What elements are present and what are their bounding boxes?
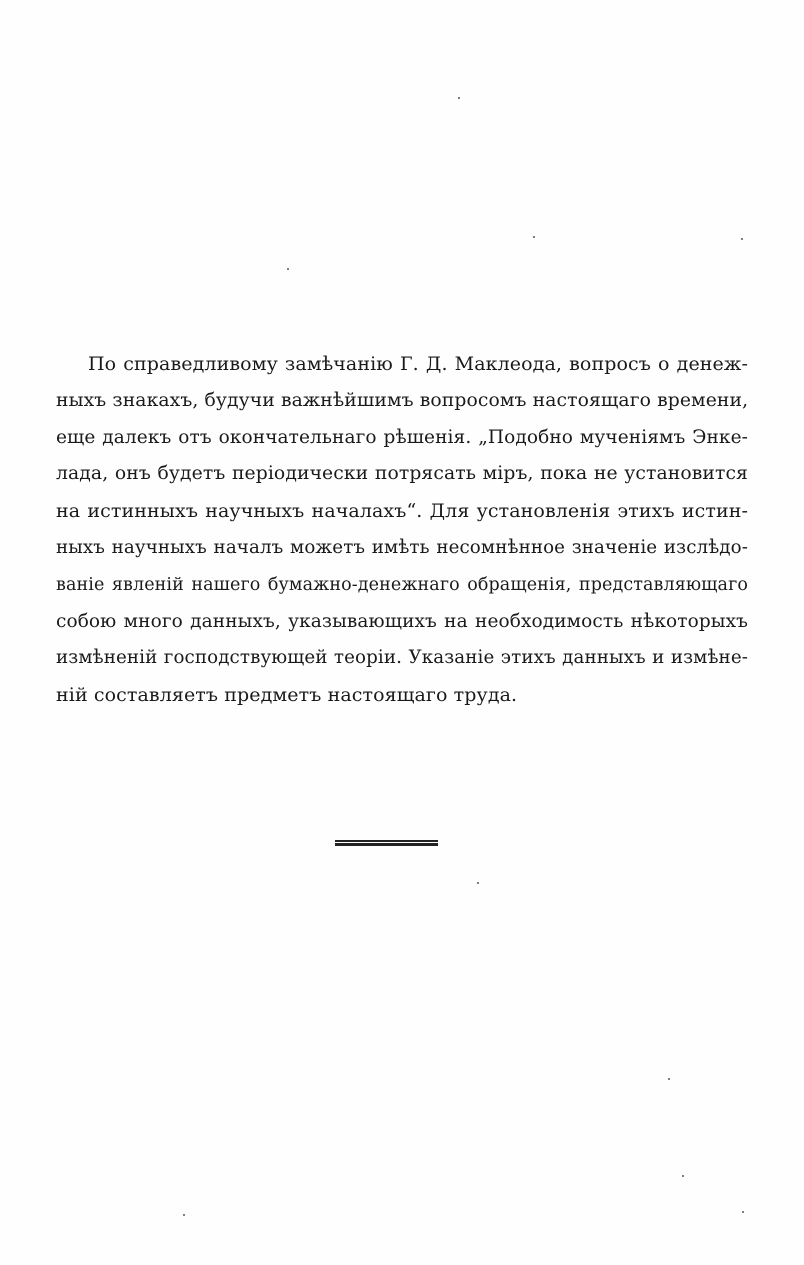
print-speck <box>477 882 479 884</box>
print-speck <box>533 236 535 238</box>
rule-thick-line <box>335 843 438 846</box>
paragraph-line: ній составляетъ предметъ настоящаго труда. <box>56 684 518 707</box>
paragraph-line: собою много данныхъ, указывающихъ на необходимость нѣкоторыхъ <box>56 610 748 632</box>
rule-thin-line <box>335 840 438 842</box>
print-speck <box>183 1214 185 1216</box>
paragraph-line: ваніе явленій нашего бумажно-денежнаго обращенія, представляющаго <box>56 574 748 595</box>
paragraph-line: ныхъ знакахъ, будучи важнѣйшимъ вопросомъ настоящаго времени, <box>56 389 749 411</box>
paragraph-line: лада, онъ будетъ періодически потрясать міръ, пока не установится <box>56 463 748 485</box>
print-speck <box>682 1175 684 1177</box>
print-speck <box>458 97 460 99</box>
paragraph-line: измѣненій господствующей теоріи. Указаніе этихъ данныхъ и измѣне- <box>56 647 748 669</box>
paragraph-line: По справедливому замѣчанію Г. Д. Маклеода, вопросъ о денеж- <box>88 353 748 375</box>
decorative-double-rule <box>335 840 438 846</box>
print-speck <box>287 268 289 270</box>
body-paragraph <box>56 346 748 714</box>
print-speck <box>741 238 743 240</box>
print-speck <box>668 1078 670 1080</box>
print-speck <box>742 1211 744 1213</box>
paragraph-line: на истинныхъ научныхъ началахъ“. Для установленія этихъ истин- <box>56 500 748 523</box>
paragraph-line: ныхъ научныхъ началъ можетъ имѣть несомнѣнное значеніе изслѣдо- <box>56 536 748 558</box>
paragraph-line: еще далекъ отъ окончательнаго рѣшенія. „Подобно мученіямъ Энке- <box>56 426 748 448</box>
